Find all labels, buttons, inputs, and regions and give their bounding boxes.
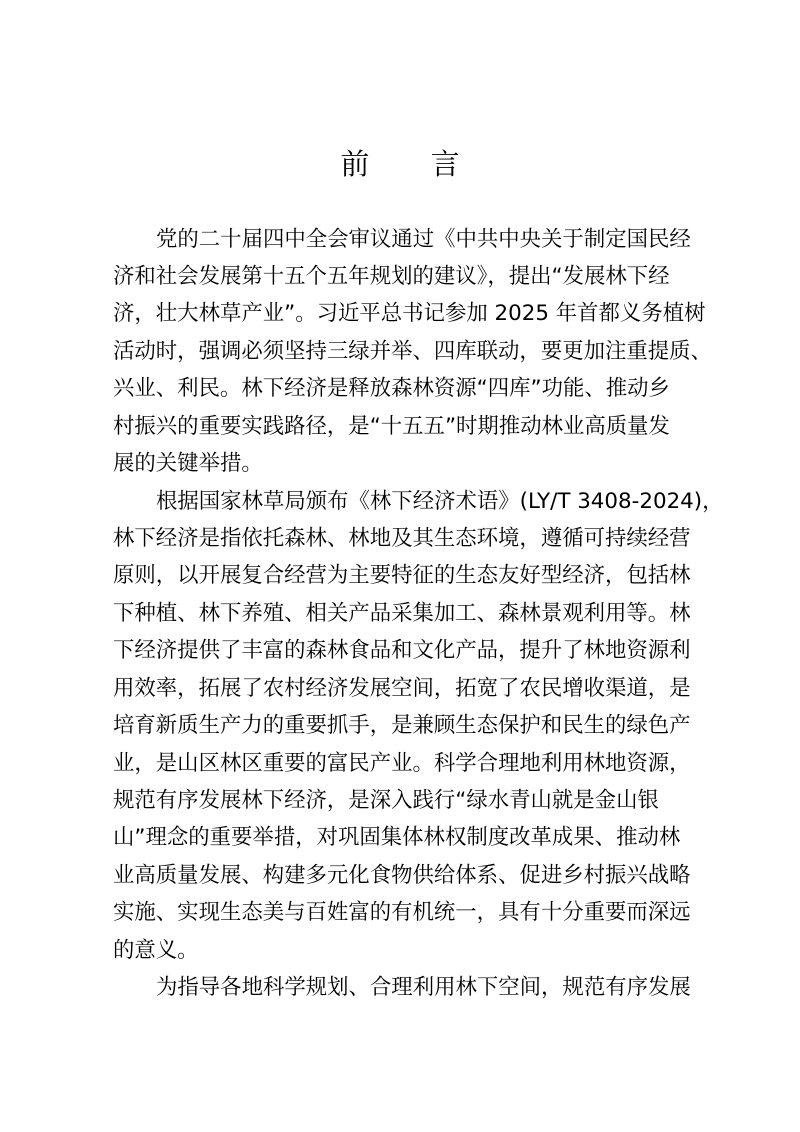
text-line: 兴业、利民。林下经济是释放森林资源“四库”功能、推动乡: [113, 376, 670, 401]
text-line: 下种植、林下养殖、相关产品采集加工、森林景观利用等。林: [113, 601, 691, 626]
text-line: 济，壮大林草产业”。习近平总书记参加 2025 年首都义务植树: [113, 301, 706, 326]
text-line: 实施、实现生态美与百姓富的有机统一，具有十分重要而深远: [113, 900, 691, 925]
text-line: 业，是山区林区重要的富民产业。科学合理地利用林地资源，: [113, 751, 691, 776]
text-line: 村振兴的重要实践路径，是“十五五”时期推动林业高质量发: [113, 414, 670, 439]
page-title: 前 言: [340, 147, 486, 181]
text-line: 下经济提供了丰富的森林食品和文化产品，提升了林地资源利: [113, 638, 691, 663]
text-line: 展的关键举措。: [113, 451, 263, 476]
text-line: 的意义。: [113, 938, 199, 963]
text-line: 原则，以开展复合经营为主要特征的生态友好型经济，包括林: [113, 563, 691, 588]
text-line: 活动时，强调必须坚持三绿并举、四库联动，要更加注重提质、: [113, 339, 712, 364]
text-line: 济和社会发展第十五个五年规划的建议》，提出“发展林下经: [113, 264, 670, 289]
text-line: 规范有序发展林下经济，是深入践行“绿水青山就是金山银: [113, 788, 659, 813]
text-line: 林下经济是指依托森林、林地及其生态环境，遵循可持续经营: [113, 526, 691, 551]
text-line: 业高质量发展、构建多元化食物供给体系、促进乡村振兴战略: [113, 863, 691, 888]
text-line: 党的二十届四中全会审议通过《中共中央关于制定国民经: [156, 227, 691, 252]
text-line: 培育新质生产力的重要抓手，是兼顾生态保护和民生的绿色产: [113, 713, 691, 738]
text-line: 根据国家林草局颁布《林下经济术语》(LY/T 3408-2024)，: [156, 489, 724, 514]
text-line: 为指导各地科学规划、合理利用林下空间，规范有序发展: [156, 975, 691, 1000]
text-line: 山”理念的重要举措，对巩固集体林权制度改革成果、推动林: [113, 825, 681, 850]
text-line: 用效率，拓展了农村经济发展空间，拓宽了农民增收渠道，是: [113, 676, 691, 701]
